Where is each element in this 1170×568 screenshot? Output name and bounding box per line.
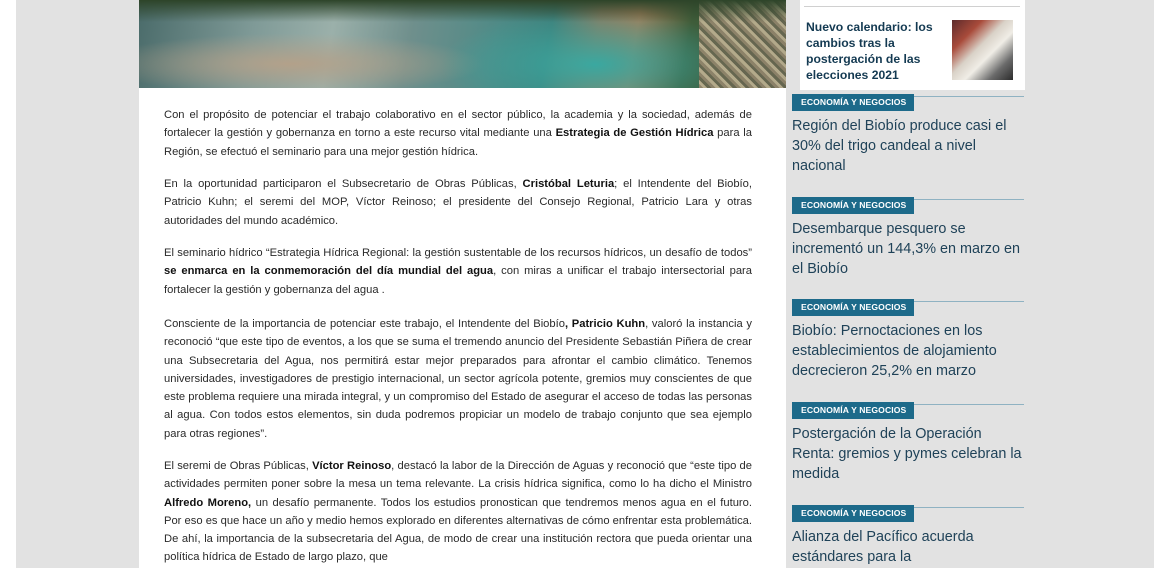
- top-story-title[interactable]: Nuevo calendario: los cambios tras la postergación de las elecciones 2021: [806, 20, 933, 82]
- news-title[interactable]: Alianza del Pacífico acuerda estándares para la: [792, 529, 974, 565]
- body-text: , destacó la labor de la Dirección de Aguas y reconoció que “este tipo de actividades permiten poner sobre la mesa un tema relevante. La crisis hídrica significa, como lo ha dicho el Ministro: [164, 460, 752, 491]
- sidebar-news-item[interactable]: [792, 195, 1024, 279]
- category-tag[interactable]: ECONOMÍA Y NEGOCIOS: [792, 94, 914, 111]
- bold-text: Víctor Reinoso: [312, 460, 392, 472]
- article-paragraph: [164, 244, 752, 299]
- category-tag[interactable]: ECONOMÍA Y NEGOCIOS: [792, 402, 914, 419]
- article-paragraph: [164, 175, 752, 230]
- bold-text: Estrategia de Gestión Hídrica: [555, 127, 714, 140]
- bold-text: , Patricio Kuhn: [564, 318, 646, 330]
- body-text: un desafío permanente. Todos los estudios pronostican que tendremos menos agua en el futuro. Por eso es que hace un año y medio hemos explorado en diferentes alternativas de cómo enfrentar esta problemática. De ahí, la importancia de la subsecretaria del Agua, de modo de crear una institución rectora que pueda orientar una política hídrica de Estado de largo plazo, que: [164, 496, 752, 564]
- bold-text: se enmarca en la conmemoración del día mundial del agua: [164, 265, 494, 278]
- body-text: para la Región, se efectuó el seminario para una mejor gestión hídrica.: [164, 127, 752, 158]
- divider: [804, 6, 1020, 7]
- article-paragraph: [164, 315, 752, 443]
- bold-text: Alfredo Moreno,: [164, 496, 252, 509]
- body-text: El seminario hídrico “Estrategia Hídrica Regional: la gestión sustentable de los recursos hídricos, un desafío de todos”: [164, 247, 752, 259]
- category-tag[interactable]: ECONOMÍA Y NEGOCIOS: [792, 197, 914, 214]
- bold-text: Cristóbal Leturia: [522, 178, 615, 190]
- news-title[interactable]: Región del Biobío produce casi el 30% del trigo candeal a nivel nacional: [792, 118, 1007, 174]
- page-margin: [1154, 0, 1170, 568]
- news-title[interactable]: Biobío: Pernoctaciones en los establecimientos de alojamiento decrecieron 25,2% en marzo: [792, 323, 997, 379]
- article-paragraph: [164, 457, 752, 567]
- sidebar-news-item[interactable]: [792, 400, 1024, 484]
- sidebar-news-item[interactable]: [792, 503, 1024, 567]
- category-tag[interactable]: ECONOMÍA Y NEGOCIOS: [792, 299, 914, 316]
- news-title[interactable]: Postergación de la Operación Renta: gremios y pymes celebran la medida: [792, 426, 1022, 482]
- body-text: Consciente de la importancia de potenciar este trabajo, el Intendente del Biobío: [164, 318, 565, 330]
- sidebar-news-item[interactable]: [792, 297, 1024, 381]
- article-hero-image: [139, 0, 786, 88]
- category-tag[interactable]: ECONOMÍA Y NEGOCIOS: [792, 505, 914, 522]
- body-text: , valoró la instancia y reconoció “que este tipo de eventos, a los que se suma el tremendo anuncio del Presidente Sebastián Piñera de crear una Subsecretaria del Agua, nos permitirá estar mejor preparados para afrontar el cambio climático. Tenemos universidades, investigadores de prestigio internacional, un sector agrícola potente, gremios muy conscientes de que este problema requiere una mirada integral, y un compromiso del Estado de asegurar el acceso de todas las personas al agua. Con todos estos elementos, sin duda podremos propiciar un modelo de trabajo conjunto que sea ejemplo para otras regiones”.: [164, 318, 752, 440]
- body-text: Con el propósito de potenciar el trabajo colaborativo en el sector público, la academia y la sociedad, además de fortalecer la gestión y gobernanza en torno a este recurso vital mediante una: [164, 109, 752, 140]
- sidebar-top-story[interactable]: [800, 0, 1025, 90]
- body-text: En la oportunidad participaron el Subsecretario de Obras Públicas,: [164, 178, 523, 190]
- article-body: [139, 88, 786, 568]
- body-text: , con miras a unificar el trabajo intersectorial para fortalecer la gestión y gobernanza del agua .: [164, 265, 753, 296]
- news-title[interactable]: Desembarque pesquero se incrementó un 144,3% en marzo en el Biobío: [792, 221, 1020, 277]
- top-story-thumbnail[interactable]: [952, 20, 1013, 80]
- article-paragraph: [164, 106, 752, 161]
- body-text: ; el Intendente del Biobío, Patricio Kuhn; el seremi del MOP, Víctor Reinoso; el presidente del Consejo Regional, Patricio Lara y otras autoridades del mundo académico.: [164, 178, 752, 227]
- sidebar-news-item[interactable]: [792, 92, 1024, 176]
- body-text: El seremi de Obras Públicas,: [164, 460, 313, 472]
